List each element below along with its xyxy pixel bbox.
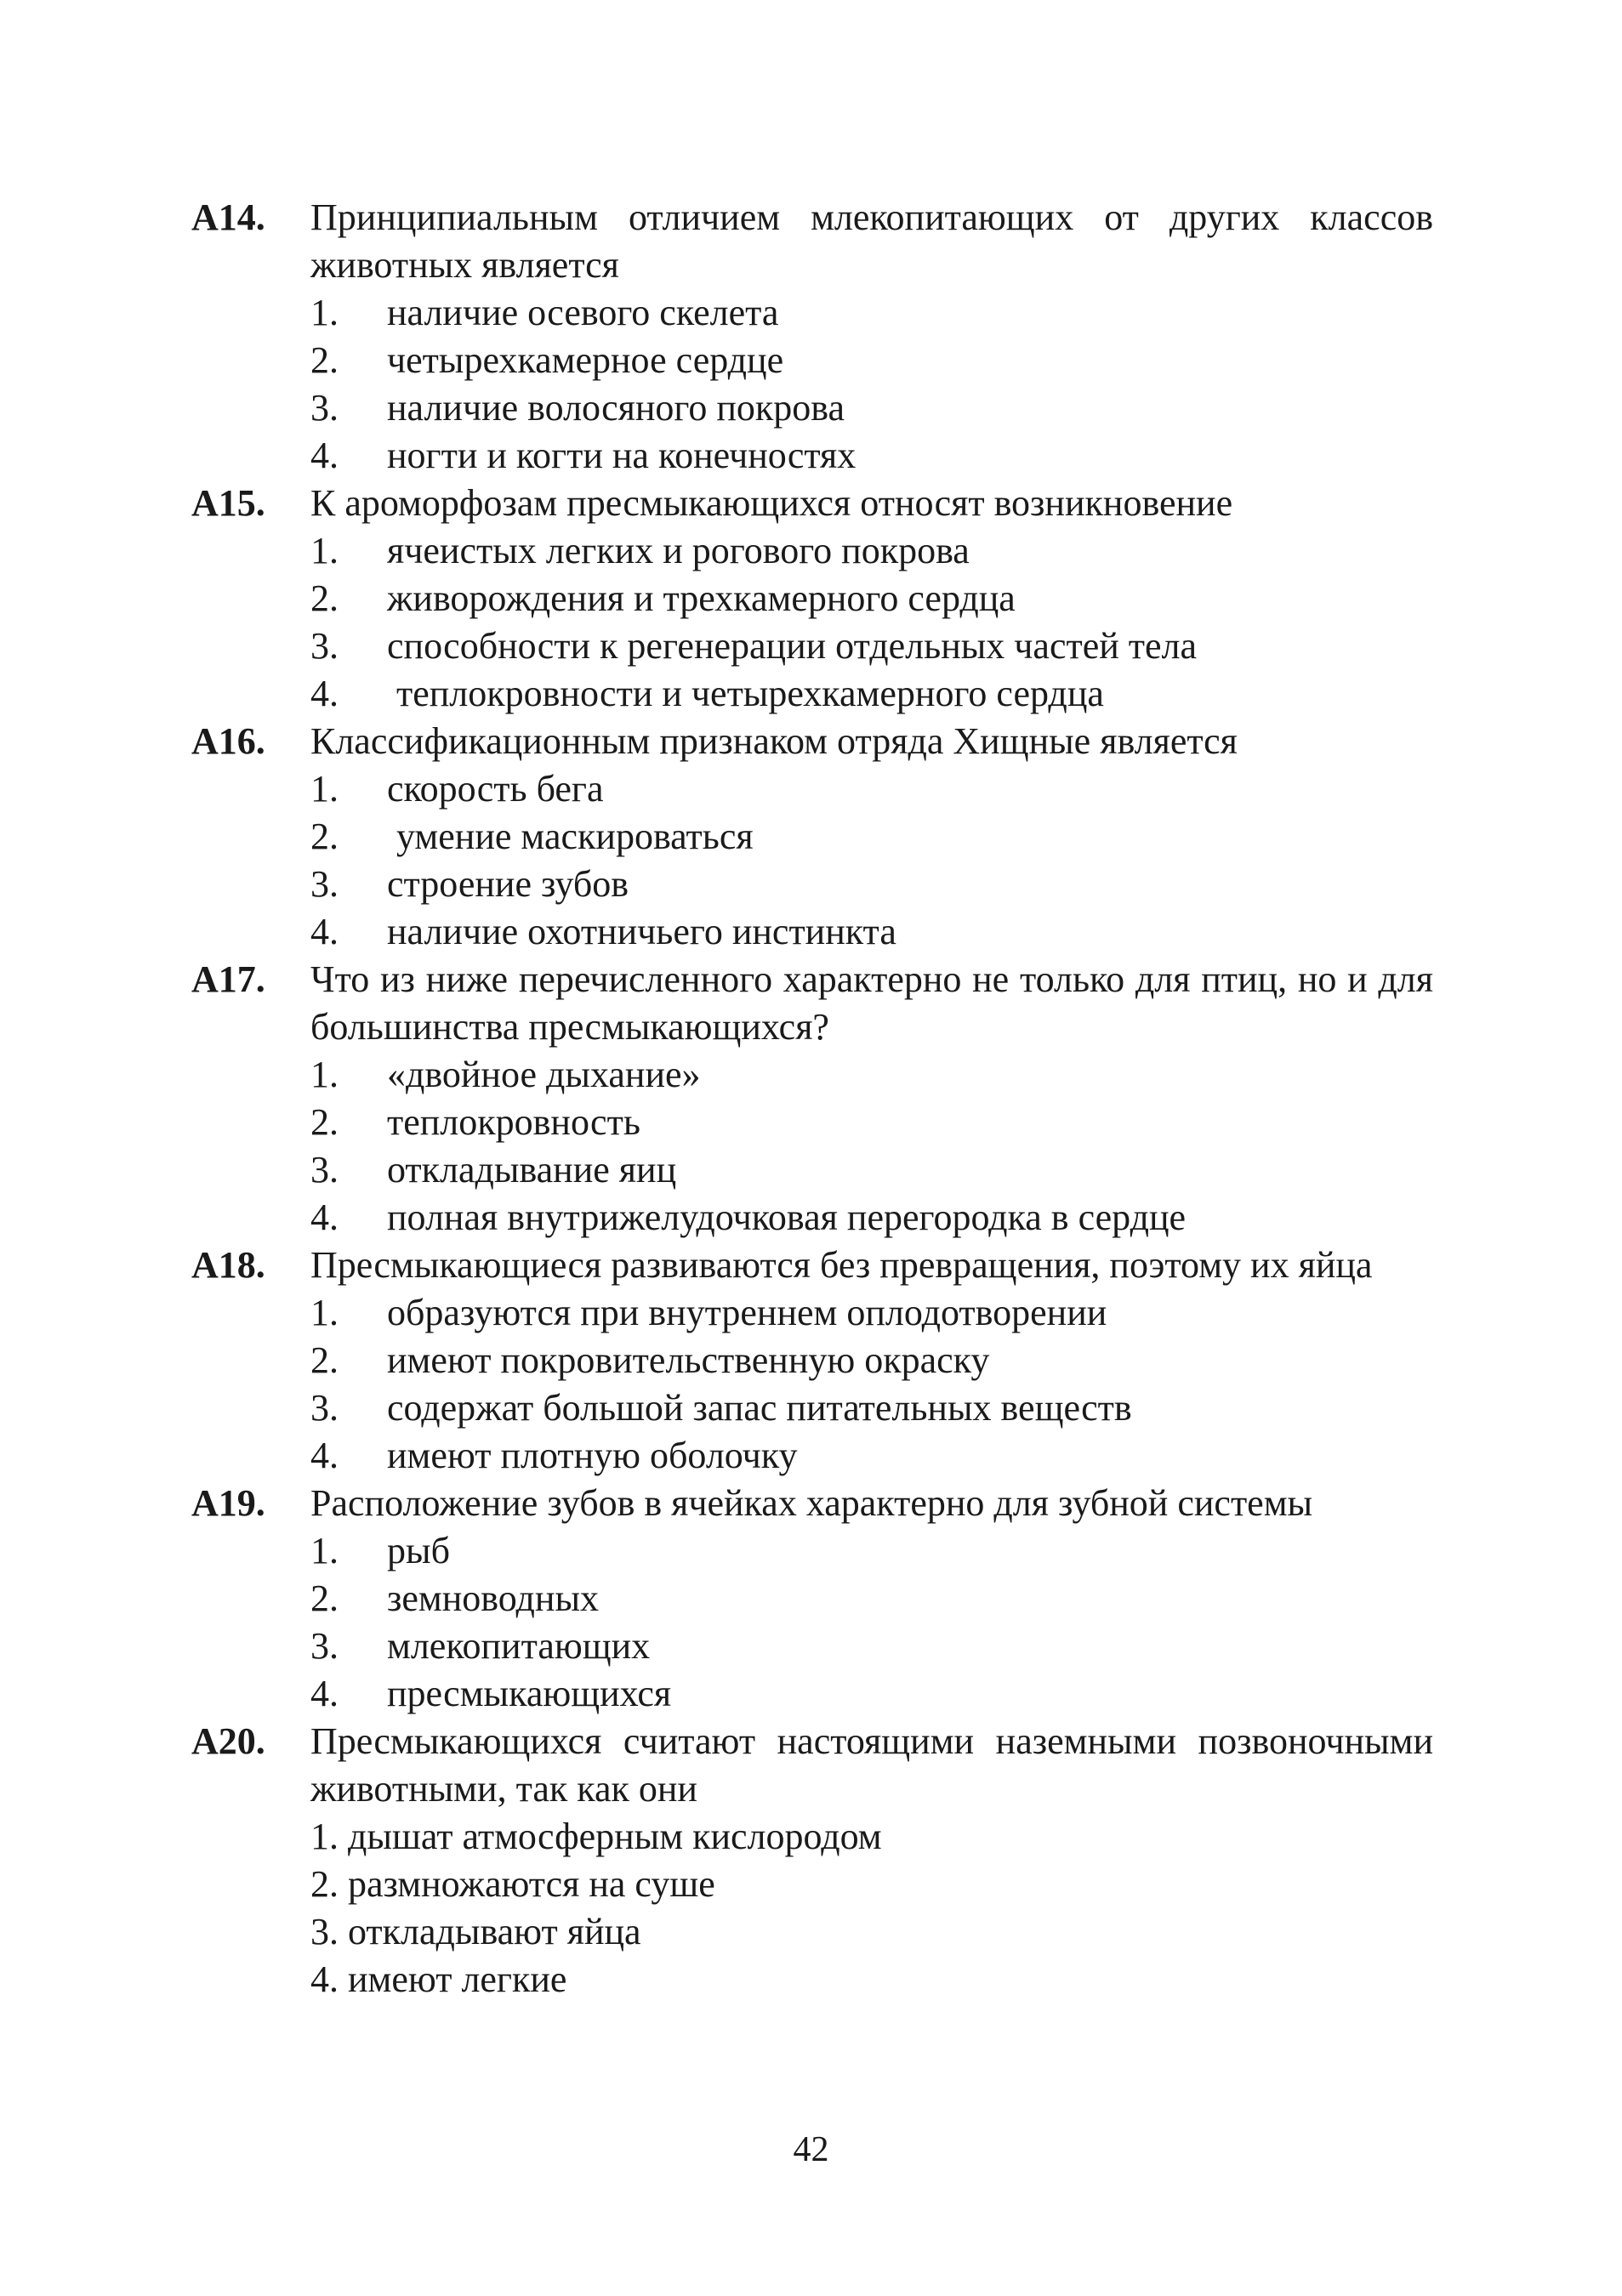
- page-content: [191, 194, 1433, 2003]
- question-a20: [191, 1718, 1433, 2003]
- option-number: 3.: [310, 1149, 339, 1191]
- page-number: 42: [793, 2130, 829, 2169]
- question-text: Классификационным признаком отряда Хищные является: [310, 720, 1238, 762]
- question-text: Пресмыкающихся считают настоящими наземными позвоночными животными, так как они: [310, 1720, 1433, 1810]
- answer-option: [310, 861, 1433, 908]
- option-number: 1.: [310, 768, 339, 810]
- option-number: 4.: [310, 435, 339, 476]
- question-text: Принципиальным отличием млекопитающих от других классов животных является: [310, 196, 1433, 286]
- question-number: А16.: [191, 720, 265, 762]
- option-number: 4.: [310, 911, 339, 952]
- question-number: А15.: [191, 482, 265, 524]
- answer-option: [310, 1670, 1433, 1718]
- answer-option: [310, 1146, 1433, 1194]
- option-number: 2.: [310, 1863, 339, 1905]
- option-text: содержат большой запас питательных веществ: [387, 1387, 1132, 1429]
- question-a16: [191, 718, 1433, 956]
- option-text: имеют плотную оболочку: [387, 1435, 798, 1476]
- question-a19: [191, 1480, 1433, 1718]
- option-number: 2.: [310, 339, 339, 381]
- answer-option: [310, 1956, 1433, 2003]
- option-number: 1.: [310, 1530, 339, 1571]
- option-number: 1.: [310, 1292, 339, 1333]
- answer-option: [310, 1432, 1433, 1480]
- answer-option: [310, 670, 1433, 718]
- option-text: четырехкамерное сердце: [387, 339, 784, 381]
- question-number: А18.: [191, 1244, 265, 1286]
- answer-option: [310, 527, 1433, 575]
- answer-option: [310, 622, 1433, 670]
- option-text: скорость бега: [387, 768, 604, 810]
- option-number: 1.: [310, 292, 339, 333]
- option-text: наличие волосяного покрова: [387, 387, 845, 429]
- option-number: 2.: [310, 1101, 339, 1143]
- option-number: 4.: [310, 1958, 339, 2000]
- option-number: 4.: [310, 673, 339, 714]
- answer-option: [310, 908, 1433, 956]
- question-text: Пресмыкающиеся развиваются без превращения, поэтому их яйца: [310, 1244, 1373, 1286]
- option-number: 4.: [310, 1196, 339, 1238]
- option-number: 2.: [310, 1577, 339, 1619]
- answer-option: [310, 1861, 1433, 1908]
- question-number: А20.: [191, 1720, 265, 1762]
- option-text: способности к регенерации отдельных частей тела: [387, 625, 1198, 667]
- option-number: 3.: [310, 387, 339, 429]
- question-text: Что из ниже перечисленного характерно не только для птиц, но и для большинства пресмыкающихся?: [310, 958, 1433, 1048]
- option-text: «двойное дыхание»: [387, 1054, 701, 1095]
- answer-option: [310, 1289, 1433, 1337]
- answer-option: [310, 1623, 1433, 1670]
- question-a14: [191, 194, 1433, 480]
- answer-option: [310, 1527, 1433, 1575]
- option-text: земноводных: [387, 1577, 600, 1619]
- option-number: 3.: [310, 863, 339, 905]
- answer-option: [310, 575, 1433, 622]
- question-number: А14.: [191, 196, 265, 238]
- answer-option: [310, 384, 1433, 432]
- option-text: живорождения и трехкамерного сердца: [387, 577, 1016, 619]
- option-number: 3.: [310, 1911, 339, 1952]
- question-number: А19.: [191, 1482, 265, 1524]
- answer-option: [310, 1384, 1433, 1432]
- answer-option: [310, 813, 1433, 861]
- option-text: наличие охотничьего инстинкта: [387, 911, 896, 952]
- answer-option: [310, 1813, 1433, 1861]
- option-number: 3.: [310, 625, 339, 667]
- answer-option: [310, 1337, 1433, 1384]
- option-text: ячеистых легких и рогового покрова: [387, 530, 970, 571]
- question-text: К ароморфозам пресмыкающихся относят возникновение: [310, 482, 1233, 524]
- option-number: 1.: [310, 1816, 339, 1857]
- option-number: 3.: [310, 1387, 339, 1429]
- question-a18: [191, 1242, 1433, 1480]
- option-text: рыб: [387, 1530, 450, 1571]
- option-text: размножаются на суше: [348, 1863, 715, 1905]
- option-text: полная внутрижелудочковая перегородка в сердце: [387, 1196, 1187, 1238]
- option-text: млекопитающих: [387, 1625, 651, 1667]
- question-a17: [191, 956, 1433, 1242]
- option-text: теплокровности и четырехкамерного сердца: [387, 673, 1104, 714]
- option-number: 3.: [310, 1625, 339, 1667]
- option-text: откладывают яйца: [348, 1911, 641, 1952]
- option-text: теплокровность: [387, 1101, 640, 1143]
- option-text: умение маскироваться: [387, 816, 754, 857]
- option-text: откладывание яиц: [387, 1149, 677, 1191]
- question-number: А17.: [191, 958, 265, 1000]
- option-text: имеют легкие: [348, 1958, 567, 2000]
- option-number: 1.: [310, 1054, 339, 1095]
- option-text: дышат атмосферным кислородом: [348, 1816, 882, 1857]
- question-text: Расположение зубов в ячейках характерно для зубной системы: [310, 1482, 1313, 1524]
- answer-option: [310, 337, 1433, 384]
- option-number: 1.: [310, 530, 339, 571]
- answer-option: [310, 1194, 1433, 1242]
- answer-option: [310, 765, 1433, 813]
- option-number: 2.: [310, 1339, 339, 1381]
- answer-option: [310, 1908, 1433, 1956]
- answer-option: [310, 289, 1433, 337]
- option-text: наличие осевого скелета: [387, 292, 779, 333]
- option-text: строение зубов: [387, 863, 629, 905]
- option-number: 4.: [310, 1673, 339, 1714]
- option-number: 4.: [310, 1435, 339, 1476]
- option-number: 2.: [310, 577, 339, 619]
- option-text: ногти и когти на конечностях: [387, 435, 857, 476]
- question-a15: [191, 480, 1433, 718]
- answer-option: [310, 1575, 1433, 1623]
- answer-option: [310, 432, 1433, 480]
- option-number: 2.: [310, 816, 339, 857]
- answer-option: [310, 1051, 1433, 1099]
- option-text: пресмыкающихся: [387, 1673, 672, 1714]
- option-text: образуются при внутреннем оплодотворении: [387, 1292, 1107, 1333]
- option-text: имеют покровительственную окраску: [387, 1339, 990, 1381]
- answer-option: [310, 1099, 1433, 1146]
